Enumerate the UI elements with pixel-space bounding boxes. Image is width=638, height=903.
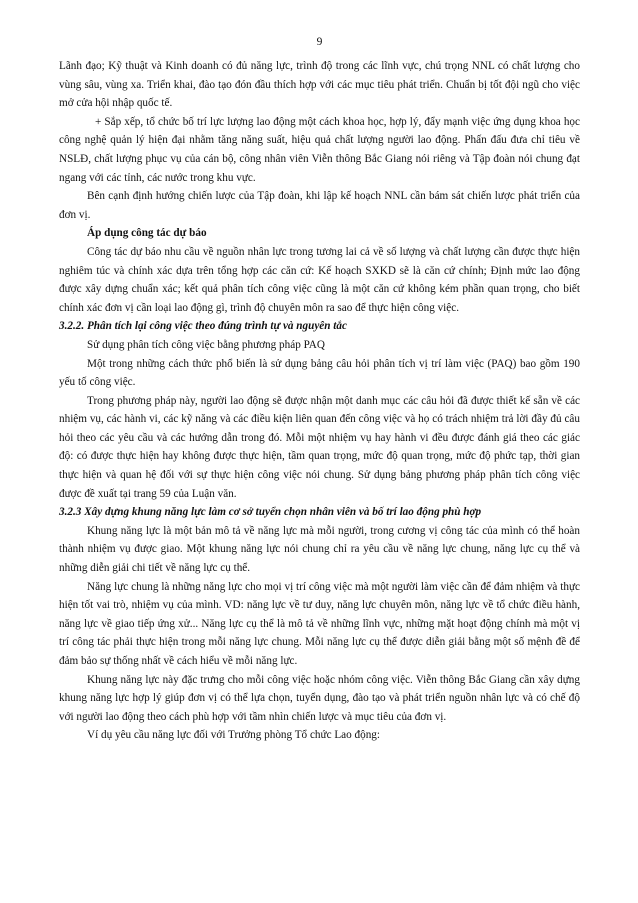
- paragraph-7: Sử dụng phân tích công việc bằng phương pháp PAQ: [87, 338, 325, 351]
- paragraph-13: Khung năng lực này đặc trưng cho mỗi công việc hoặc nhóm công việc. Viễn thông Bắc Giang cần xây dựng khung năng lực hợp lý giúp đơn vị có thể lựa chọn, tuyển dụng, đào tạo và phát triển nguồn nhân lực và có chế độ với người lao động theo cách phù hợp với tầm nhìn chiến lược và mục tiêu của đơn vị.: [59, 673, 580, 723]
- paragraph-14: Ví dụ yêu cầu năng lực đối với Trưởng phòng Tổ chức Lao động:: [87, 729, 380, 742]
- paragraph-8: Một trong những cách thức phổ biến là sử dụng bảng câu hỏi phân tích vị trí làm việc (PAQ) bao gồm 190 yếu tố công việc.: [59, 357, 580, 389]
- paragraph-12: Năng lực chung là những năng lực cho mọi vị trí công việc mà một người làm việc cần để đảm nhiệm và thực hiện tốt vai trò, nhiệm vụ của mình. VD: năng lực về tư duy, năng lực chuyên môn, năng lực về tổ chức điều hành, năng lực về giao tiếp ứng xử... Năng lực cụ thể là mô tả về những lĩnh vực, những mặt hoạt động chính mà một vị trí công tác phải thực hiện trong mỗi năng lực chung. Mỗi năng lực cụ thể được diễn giải bằng một số mệnh đề để đảm bảo sự thống nhất về cách hiểu về mỗi năng lực.: [59, 580, 580, 667]
- paragraph-5: Công tác dự báo nhu cầu về nguồn nhân lực trong tương lai cả về số lượng và chất lượng cần được thực hiện nghiêm túc và chính xác dựa trên tổng hợp các căn cứ: Kế hoạch SXKD sẽ là căn cứ chính; Định mức lao động được xây dựng chuẩn xác; kết quả phân tích công việc cũng là một căn cứ không kém phần quan trọng, cho biết chính xác đơn vị cần loại lao động gì, trình độ chuyên môn ra sao để thực hiện công việc.: [59, 245, 580, 314]
- paragraph-9: Trong phương pháp này, người lao động sẽ được nhận một danh mục các câu hỏi đã được thiết kế sẵn về các nhiệm vụ, các hành vi, các kỹ năng và các điều kiện liên quan đến công việc và họ có trách nhiệm trả lời đầy đủ câu hỏi theo các yêu cầu và các hướng dẫn trong đó. Mỗi một nhiệm vụ hay hành vi đều được đánh giá theo các giác độ: có được thực hiện hay không được thực hiện, tầm quan trọng, mức độ quan trọng, mức độ phức tạp, thời gian thực hiện và quan hệ đối với sự thực hiện công việc nói chung. Sử dụng bảng phương pháp phân tích công việc được đề xuất tại trang 59 của Luận văn.: [59, 394, 580, 500]
- paragraph-2: + Sắp xếp, tổ chức bố trí lực lượng lao động một cách khoa học, hợp lý, đẩy mạnh việc ứng dụng khoa học công nghệ quản lý hiện đại nhằm tăng năng suất, hiệu quả chất lượng người lao động. Phấn đấu đưa chỉ tiêu về NSLĐ, chất lượng phục vụ của cán bộ, công nhân viên Viễn thông Bắc Giang nói riêng và Tập đoàn nói chung đạt ngang với các tỉnh, các nước trong khu vực.: [59, 115, 580, 184]
- paragraph-1: Lãnh đạo; Kỹ thuật và Kinh doanh có đủ năng lực, trình độ trong các lĩnh vực, chú trọng NNL có chất lượng cho vùng sâu, vùng xa. Triển khai, đào tạo đón đầu thích hợp với các mục tiêu phát triển. Chuẩn bị tốt đội ngũ cho việc mở cửa hội nhập quốc tế.: [59, 60, 580, 110]
- paragraph-3: Bên cạnh định hướng chiến lược của Tập đoàn, khi lập kế hoạch NNL cần bám sát chiến lược phát triển của đơn vị.: [59, 190, 580, 221]
- page-number: 9: [316, 36, 323, 48]
- subheading-forecast: Áp dụng công tác dự báo: [87, 227, 207, 240]
- paragraph-11: Khung năng lực là một bản mô tả về năng lực mà mỗi người, trong cương vị công tác của mình có thể hoàn thành nhiệm vụ được giao. Một khung năng lực nói chung chỉ ra yêu cầu về năng lực chung, năng lực cụ thể và những diễn giải chi tiết về năng lực cụ thể.: [59, 524, 580, 575]
- section-heading-3-2-3: 3.2.3 Xây dựng khung năng lực làm cơ sở tuyển chọn nhân viên và bố trí lao động phù hợp: [59, 506, 482, 519]
- section-heading-3-2-2: 3.2.2. Phân tích lại công việc theo đúng trình tự và nguyên tắc: [59, 320, 347, 333]
